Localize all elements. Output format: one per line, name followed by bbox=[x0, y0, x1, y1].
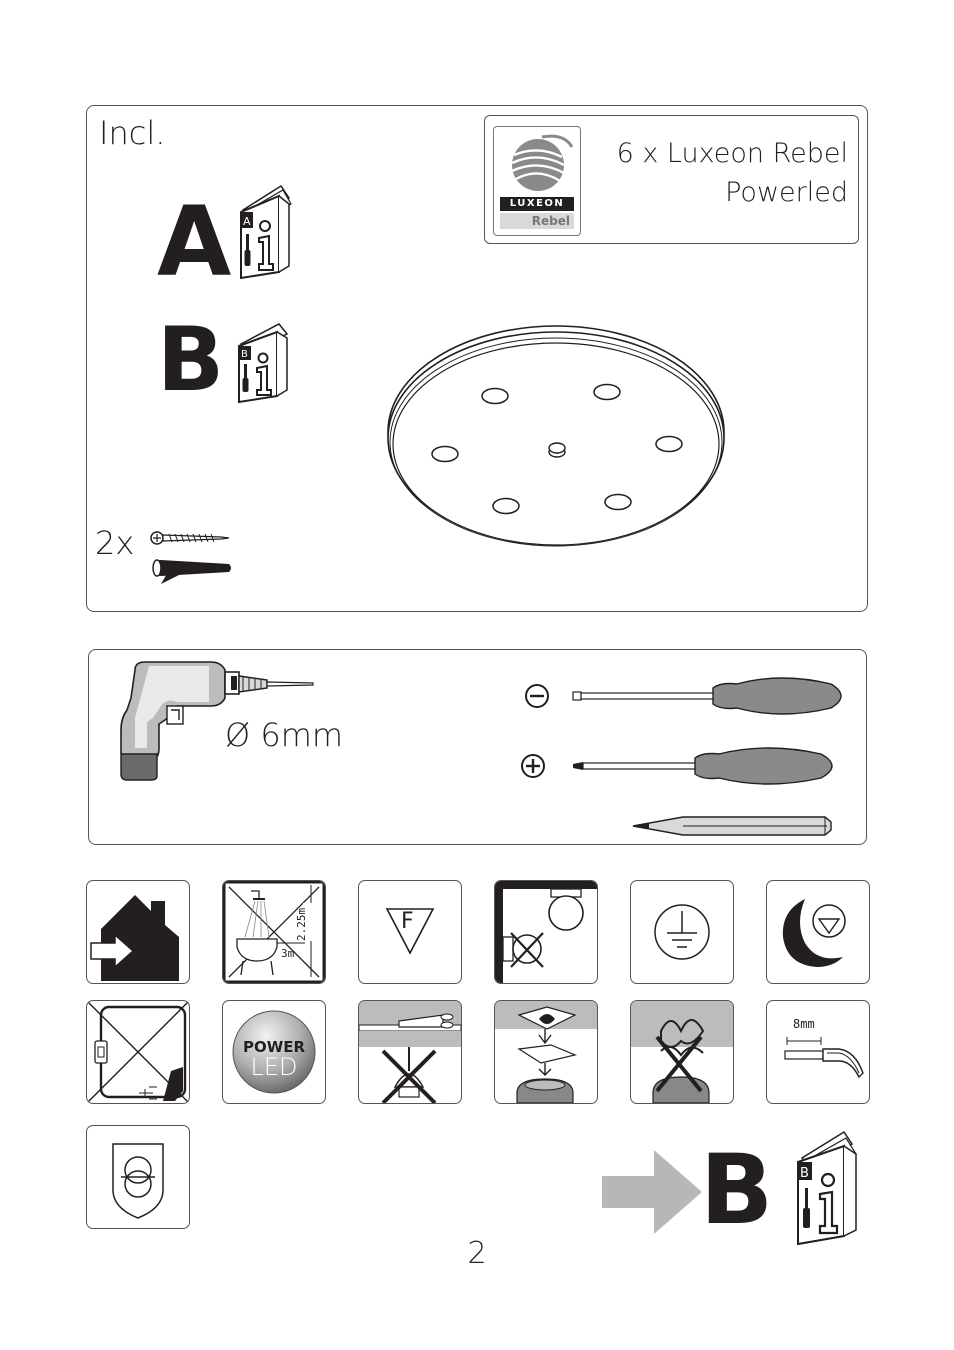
booklet-a-letter: A bbox=[157, 186, 232, 298]
indoor-use-icon bbox=[86, 880, 190, 984]
booklet-a-icon bbox=[239, 182, 295, 280]
ceiling-lamp-drawing bbox=[381, 320, 731, 552]
next-booklet-letter: B bbox=[700, 1134, 774, 1246]
drill-size-label: Ø 6mm bbox=[225, 716, 344, 754]
luxeon-logo-sub: Rebel bbox=[531, 214, 570, 228]
pencil-icon bbox=[629, 814, 835, 838]
phillips-screwdriver-icon bbox=[521, 746, 851, 788]
no-ceiling-heat-icon bbox=[358, 1000, 462, 1104]
bathroom-zone-icon bbox=[222, 880, 326, 984]
luxeon-logo bbox=[493, 126, 581, 236]
safety-transformer-icon bbox=[86, 1125, 190, 1229]
svg-text:A: A bbox=[243, 215, 251, 228]
luxeon-line-2: Powerled bbox=[725, 177, 848, 208]
flat-screwdriver-icon bbox=[521, 676, 851, 718]
wire-strip-length-label: 8mm bbox=[793, 1017, 815, 1031]
next-step-arrow-icon bbox=[602, 1150, 706, 1234]
svg-text:B: B bbox=[241, 349, 248, 360]
included-title: Incl. bbox=[99, 114, 166, 152]
power-led-badge bbox=[222, 1000, 326, 1104]
page-number: 2 bbox=[467, 1236, 487, 1271]
bathroom-height-label: 2.25m bbox=[295, 907, 308, 941]
booklet-b-letter: B bbox=[157, 308, 225, 411]
power-led-bottom: LED bbox=[250, 1053, 298, 1081]
power-led-top: POWER bbox=[242, 1038, 306, 1056]
screw-and-plug-icon bbox=[149, 524, 235, 592]
booklet-b-large-icon bbox=[796, 1126, 862, 1248]
wire-strip-length-icon bbox=[766, 1000, 870, 1104]
luxeon-info-box bbox=[484, 115, 859, 244]
screw-count: 2x bbox=[95, 524, 135, 562]
svg-text:B: B bbox=[800, 1166, 809, 1181]
no-insulation-cover-icon bbox=[630, 1000, 734, 1104]
earth-ground-icon bbox=[630, 880, 734, 984]
ceiling-only-icon bbox=[494, 880, 598, 984]
booklet-b-icon bbox=[237, 320, 293, 404]
f-mark-letter: F bbox=[401, 909, 414, 934]
bathroom-distance-label: 3m bbox=[281, 947, 295, 960]
dimmable-icon bbox=[766, 880, 870, 984]
luxeon-line-1: 6 x Luxeon Rebel bbox=[616, 138, 848, 169]
tools-panel bbox=[88, 649, 867, 845]
f-mark-icon bbox=[358, 880, 462, 984]
no-dimmer-switch-icon bbox=[86, 1000, 190, 1104]
included-panel bbox=[86, 105, 868, 612]
insulation-cover-icon bbox=[494, 1000, 598, 1104]
luxeon-logo-word: LUXEON bbox=[509, 198, 565, 209]
